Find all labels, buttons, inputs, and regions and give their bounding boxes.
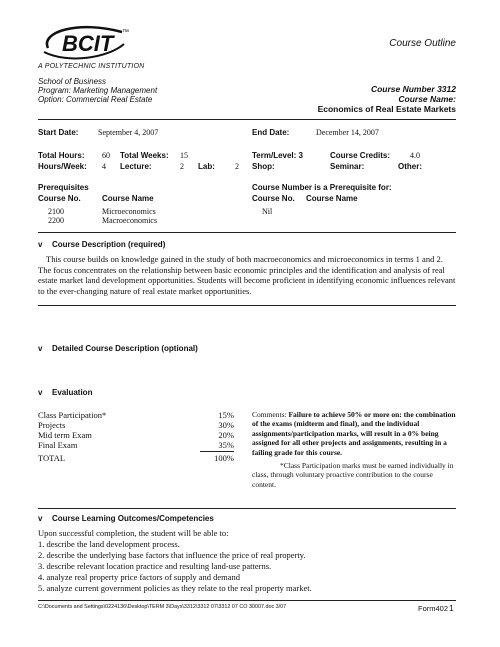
evaluation-row-total [38, 453, 234, 463]
term-level: Term/Level: 3 [252, 151, 303, 160]
shop-label: Shop: [252, 162, 275, 171]
prereq-col-course-name: Course Name [102, 194, 154, 203]
course-description-text: This course builds on knowledge gained in the study of both macroeconomics and microeconomics in terms 1 and 2. The focus concentrates on the relationship between basic economic principles and the identification and analysis of real estate market land development opportunities. Students will become proficient in identifying economic influences relevant to the ever-changing nature of real estate market opportunities. [38, 254, 456, 296]
evaluation-item-weight: 30% [218, 420, 234, 430]
outcome-item: 2. describe the underlying base factors that influence the price of real property. [38, 550, 306, 560]
prerequisites-heading: Prerequisites [38, 183, 89, 192]
outcomes-marker: v [38, 514, 43, 523]
end-date-label: End Date: [252, 128, 290, 137]
evaluation-item-weight: 15% [218, 410, 234, 420]
school-name: School of Business [38, 77, 107, 86]
document-type: Course Outline [389, 38, 456, 49]
evaluation-divider [38, 508, 456, 509]
total-hours: 60 [102, 151, 110, 160]
logo-tagline: A POLYTECHNIC INSTITUTION [38, 63, 145, 70]
outcome-item: 1. describe the land development process. [38, 539, 180, 549]
detailed-description-marker: v [38, 344, 43, 353]
prereq-for-col-course-no: Course No. [252, 194, 295, 203]
footer-form-code: Form402 [418, 604, 449, 613]
prereq-row-2-name: Macroeconomics [102, 216, 158, 225]
prereq-for-value: Nil [262, 207, 273, 216]
hours-week-label: Hours/Week: [38, 162, 87, 171]
option-name: Option: Commercial Real Estate [38, 95, 153, 104]
evaluation-row-final [38, 440, 234, 450]
lecture-label: Lecture: [120, 162, 152, 171]
footer-divider [38, 600, 456, 601]
evaluation-row-projects [38, 420, 234, 430]
header-divider [38, 119, 456, 120]
prereq-col-course-no: Course No. [38, 194, 81, 203]
prereq-divider [38, 232, 456, 233]
prereq-row-1-name: Microeconomics [102, 207, 156, 216]
participation-note: *Class Participation marks must be earned individually in class, through voluntary proactive contribution to the course content. [252, 461, 454, 489]
comments-label: Comments: [252, 410, 287, 419]
hours-week: 4 [102, 162, 106, 171]
evaluation-total-label: TOTAL [38, 453, 66, 463]
lab-label: Lab: [198, 162, 215, 171]
evaluation-total-rule [200, 451, 234, 452]
course-number: Course Number 3312 [370, 84, 456, 94]
prereq-for-col-course-name: Course Name [306, 194, 358, 203]
course-credits-label: Course Credits: [330, 151, 391, 160]
outcomes-intro: Upon successful completion, the student will be able to: [38, 528, 229, 538]
lab-hours: 2 [235, 162, 239, 171]
course-credits: 4.0 [410, 151, 420, 160]
seminar-label: Seminar: [330, 162, 365, 171]
other-label: Other: [398, 162, 422, 171]
evaluation-total-value: 100% [214, 453, 234, 463]
evaluation-item-label: Projects [38, 420, 66, 430]
total-hours-label: Total Hours: [38, 151, 85, 160]
start-date-label: Start Date: [38, 128, 79, 137]
evaluation-heading: Evaluation [52, 388, 93, 397]
lecture-hours: 2 [180, 162, 184, 171]
course-name: Economics of Real Estate Markets [317, 104, 456, 114]
page-number: 1 [449, 603, 454, 613]
total-weeks-label: Total Weeks: [120, 151, 169, 160]
evaluation-item-label: Class Participation* [38, 410, 107, 420]
detailed-description-heading: Detailed Course Description (optional) [52, 344, 198, 353]
prereq-row-1-no: 2100 [48, 207, 64, 216]
footer-file-path: C:\Documents and Settings\0224136\Desktop\TERM 3\Days\3312\3312 07\3312 07 CO 30007.doc 3/07 [38, 604, 287, 610]
bcit-logo [38, 18, 128, 66]
outcome-item: 4. analyze real property price factors of supply and demand [38, 572, 241, 582]
evaluation-item-label: Mid term Exam [38, 430, 92, 440]
course-description-heading: Course Description (required) [52, 240, 166, 249]
description-divider [38, 305, 456, 306]
start-date: September 4, 2007 [98, 128, 159, 137]
comments-text: Failure to achieve 50% or more on: the combination of the exams (midterm and final), and the individual assignments/participation marks, will result in a 0% being assigned for all other projects and assignments, resulting in a failing grade for this course. [252, 410, 456, 457]
svg-text:BCIT: BCIT [62, 31, 114, 56]
total-weeks: 15 [180, 151, 188, 160]
course-description-marker: v [38, 240, 43, 249]
prereq-row-2-no: 2200 [48, 216, 64, 225]
end-date: December 14, 2007 [316, 128, 379, 137]
outcomes-heading: Course Learning Outcomes/Competencies [52, 514, 214, 523]
evaluation-row-midterm [38, 430, 234, 440]
evaluation-item-label: Final Exam [38, 440, 78, 450]
evaluation-item-weight: 35% [218, 440, 234, 450]
evaluation-comments [252, 410, 458, 457]
outcome-item: 3. describe relevant location practice and resulting land-use patterns. [38, 561, 272, 571]
svg-text:™: ™ [122, 29, 129, 36]
course-name-label: Course Name: [398, 94, 456, 104]
prereq-for-heading: Course Number is a Prerequisite for: [252, 183, 392, 192]
evaluation-marker: v [38, 388, 43, 397]
evaluation-item-weight: 20% [218, 430, 234, 440]
evaluation-row-participation [38, 410, 234, 420]
outcome-item: 5. analyze current government policies as they relate to the real property market. [38, 583, 312, 593]
program-name: Program: Marketing Management [38, 86, 158, 95]
